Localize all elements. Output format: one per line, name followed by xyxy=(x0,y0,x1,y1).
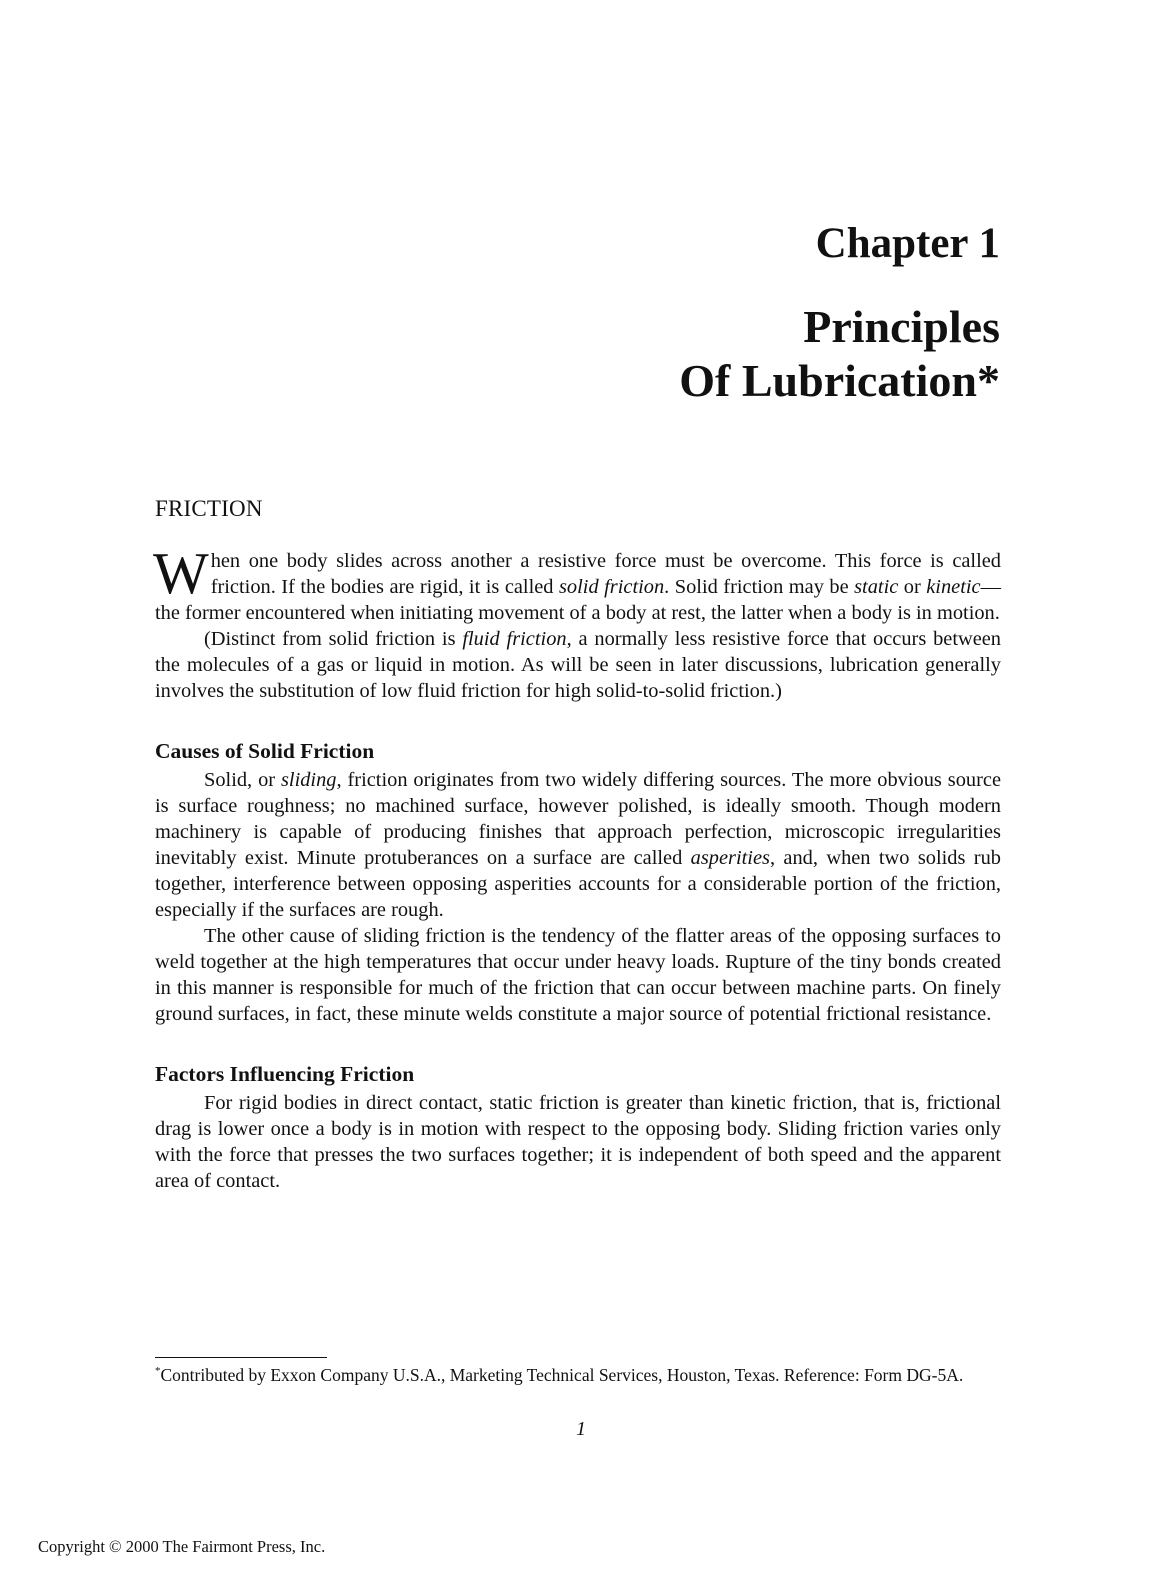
emphasis-term: sliding xyxy=(280,769,337,791)
footnote xyxy=(155,1364,1001,1386)
text-run: Solid, or xyxy=(204,769,281,791)
text-run: . Solid friction may be xyxy=(664,576,855,598)
drop-cap: W xyxy=(153,540,209,606)
text-run: , and, when two solids rub together, interference between opposing asperities accounts for a considerable portion of the friction, especially if the surfaces are rough. xyxy=(155,847,1001,921)
text-run: or xyxy=(898,576,927,598)
text-run: , friction originates from two widely differing sources. The more obvious source is surface roughness; no machined surface, however polished, is ideally smooth. Though modern machinery is capable of producing finishes that approach perfection, microscopic irregularities inevitably exist. Minute protuberances on a surface are called xyxy=(155,769,1001,869)
body-content xyxy=(155,494,1001,1194)
paragraph-factors-1: For rigid bodies in direct contact, static friction is greater than kinetic friction, that is, frictional drag is lower once a body is in motion with respect to the opposing body. Sliding friction varies only with the force that presses the two surfaces together; it is independent of both speed and the apparent area of contact. xyxy=(155,1092,1001,1192)
chapter-title-line-2: Of Lubrication* xyxy=(679,355,1000,406)
emphasis-term: fluid friction xyxy=(462,628,567,650)
page-number: 1 xyxy=(576,1418,586,1440)
emphasis-term: asperities xyxy=(690,847,770,869)
emphasis-term: kinetic xyxy=(926,576,981,598)
chapter-title xyxy=(679,300,1000,408)
text-run: —the former encountered when initiating movement of a body at rest, the latter when a body is in motion. xyxy=(155,576,1001,624)
paragraph-causes-2: The other cause of sliding friction is the tendency of the flatter areas of the opposing surfaces to weld together at the high temperatures that occur under heavy loads. Rupture of the tiny bonds created in this manner is responsible for much of the friction that can occur between machine parts. On finely ground surfaces, in fact, these minute welds constitute a major source of potential frictional resistance. xyxy=(155,925,1001,1025)
section-heading: FRICTION xyxy=(155,496,263,521)
paragraph-causes-1 xyxy=(155,767,1001,923)
footnote-text: Contributed by Exxon Company U.S.A., Marketing Technical Services, Houston, Texas. Reference: Form DG-5A. xyxy=(160,1365,964,1385)
paragraph-friction-intro xyxy=(153,540,1001,626)
emphasis-term: solid friction xyxy=(558,576,665,598)
text-run: (Distinct from solid friction is xyxy=(204,628,463,650)
text-run: hen one body slides across another a resistive force must be overcome. This force is called friction. If the bodies are rigid, it is called xyxy=(210,550,1001,598)
emphasis-term: static xyxy=(854,576,899,598)
subheading-factors: Factors Influencing Friction xyxy=(155,1062,415,1086)
subheading-causes: Causes of Solid Friction xyxy=(155,739,375,763)
footnote-marker: * xyxy=(155,1365,161,1378)
chapter-title-line-1: Principles xyxy=(803,301,1000,352)
paragraph-fluid-friction xyxy=(155,626,1001,704)
footnote-rule xyxy=(155,1357,327,1358)
copyright-notice: Copyright © 2000 The Fairmont Press, Inc. xyxy=(38,1537,326,1556)
text-run: , a normally less resistive force that occurs between the molecules of a gas or liquid in motion. As will be seen in later discussions, lubrication generally involves the substitution of low fluid friction for high solid-to-solid friction.) xyxy=(155,628,1002,702)
chapter-label: Chapter 1 xyxy=(815,220,1000,267)
